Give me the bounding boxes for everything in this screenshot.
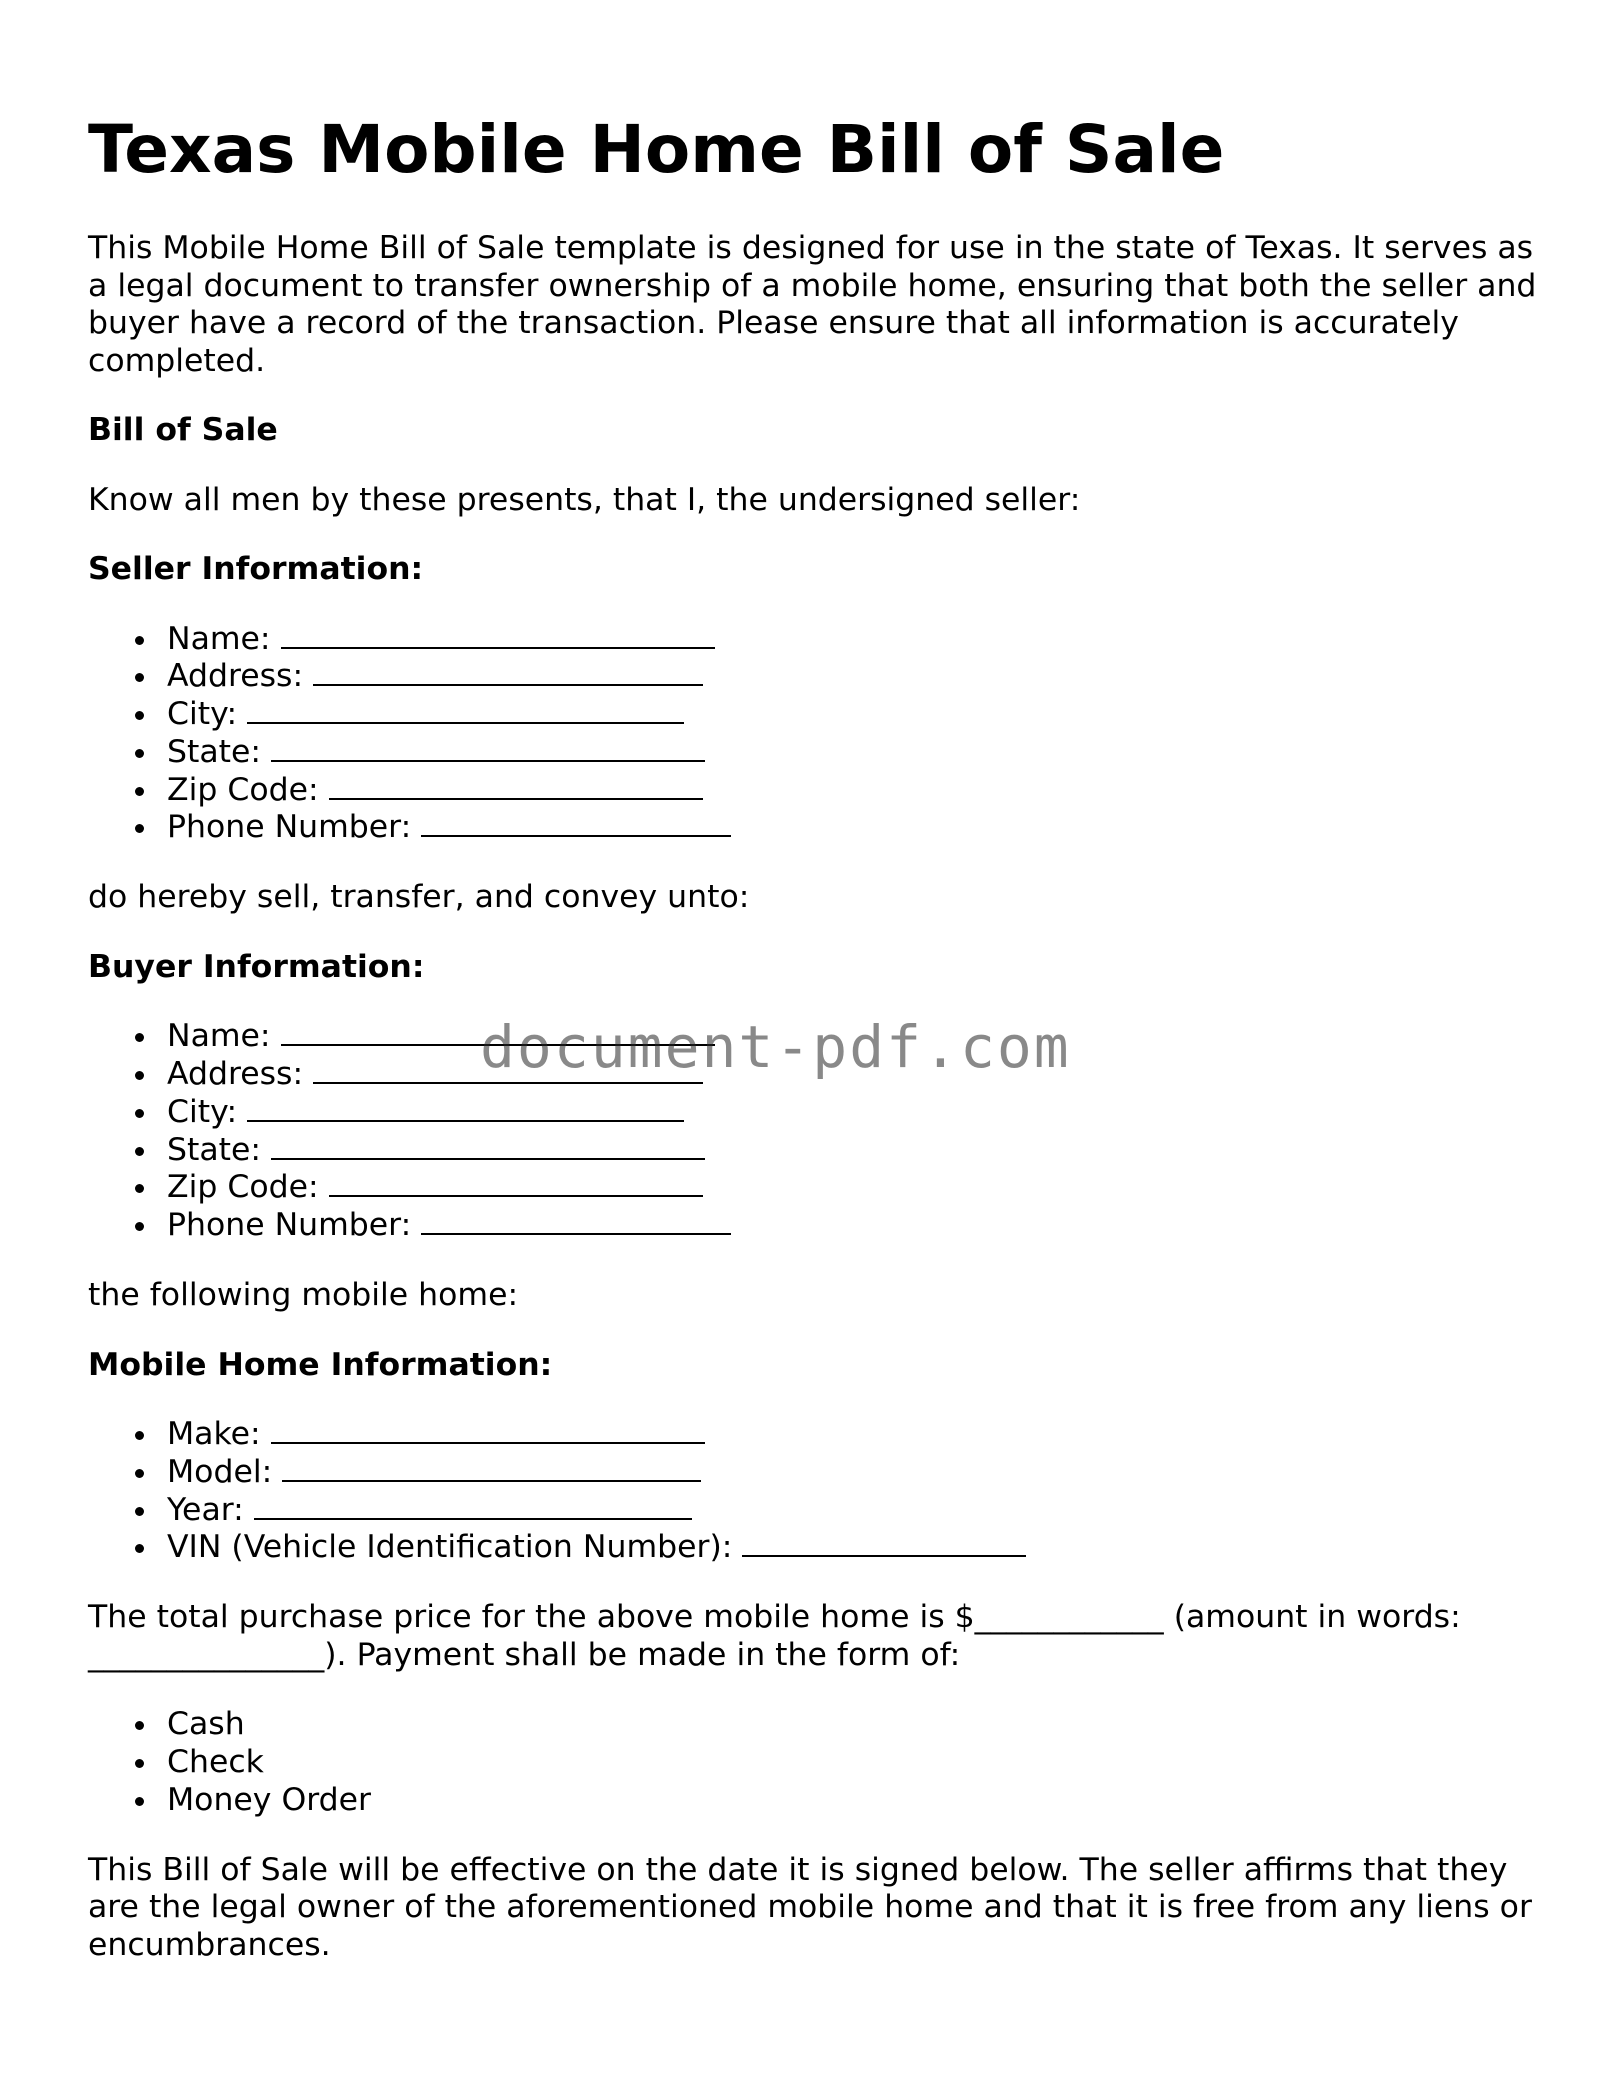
buyer-zip-label: Zip Code: bbox=[167, 1169, 319, 1206]
know-all-statement: Know all men by these presents, that I, the undersigned seller: bbox=[88, 481, 1081, 518]
buyer-state-blank[interactable] bbox=[271, 1157, 705, 1160]
purchase-price-paragraph: The total purchase price for the above mobile home is $____________ (amount in words: _______________). Payment shall be made in the form of: bbox=[88, 1599, 1461, 1673]
year-blank[interactable] bbox=[254, 1517, 692, 1520]
seller-info-heading: Seller Information: bbox=[88, 551, 424, 587]
seller-city-label: City: bbox=[167, 696, 238, 733]
document-title: Texas Mobile Home Bill of Sale bbox=[88, 111, 1225, 188]
buyer-field-list bbox=[88, 1018, 1538, 1245]
buyer-address-item bbox=[88, 1056, 1538, 1094]
convey-statement: do hereby sell, transfer, and convey unto: bbox=[88, 879, 750, 916]
seller-state-label: State: bbox=[167, 733, 261, 770]
document-page bbox=[88, 108, 1538, 1996]
seller-city-item bbox=[88, 696, 1538, 734]
watermark-text: document-pdf.com bbox=[480, 1013, 1071, 1081]
seller-name-label: Name: bbox=[167, 620, 271, 657]
model-blank[interactable] bbox=[282, 1479, 701, 1482]
mobile-home-info-heading: Mobile Home Information: bbox=[88, 1346, 553, 1383]
seller-address-blank[interactable] bbox=[313, 683, 703, 686]
make-item bbox=[88, 1416, 1538, 1454]
buyer-zip-item bbox=[88, 1169, 1538, 1207]
buyer-city-item bbox=[88, 1094, 1538, 1132]
seller-state-item bbox=[88, 734, 1538, 772]
buyer-name-blank[interactable] bbox=[281, 1043, 715, 1046]
buyer-city-label: City: bbox=[167, 1093, 238, 1130]
vin-blank[interactable] bbox=[742, 1554, 1026, 1557]
seller-state-blank[interactable] bbox=[271, 759, 705, 762]
seller-zip-item bbox=[88, 772, 1538, 810]
buyer-phone-label: Phone Number: bbox=[167, 1207, 412, 1244]
seller-address-item bbox=[88, 658, 1538, 696]
seller-name-blank[interactable] bbox=[281, 646, 715, 649]
buyer-state-label: State: bbox=[167, 1131, 261, 1168]
bill-of-sale-heading: Bill of Sale bbox=[88, 412, 278, 448]
model-label: Model: bbox=[167, 1453, 273, 1490]
buyer-address-label: Address: bbox=[167, 1056, 304, 1093]
seller-zip-label: Zip Code: bbox=[167, 771, 319, 808]
make-label: Make: bbox=[167, 1416, 261, 1453]
seller-phone-item bbox=[88, 809, 1538, 847]
payment-option-money-order: Money Order bbox=[88, 1782, 1538, 1820]
seller-city-blank[interactable] bbox=[247, 721, 684, 724]
seller-phone-blank[interactable] bbox=[421, 834, 731, 837]
seller-name-item bbox=[88, 621, 1538, 659]
buyer-name-item bbox=[88, 1018, 1538, 1056]
year-item bbox=[88, 1492, 1538, 1530]
seller-address-label: Address: bbox=[167, 658, 304, 695]
payment-option-check: Check bbox=[88, 1744, 1538, 1782]
seller-zip-blank[interactable] bbox=[329, 797, 703, 800]
buyer-zip-blank[interactable] bbox=[329, 1194, 703, 1197]
mobile-home-field-list bbox=[88, 1416, 1538, 1567]
make-blank[interactable] bbox=[271, 1441, 705, 1444]
buyer-state-item bbox=[88, 1132, 1538, 1170]
buyer-name-label: Name: bbox=[167, 1018, 271, 1055]
vin-label: VIN (Vehicle Identification Number): bbox=[167, 1529, 733, 1566]
year-label: Year: bbox=[167, 1491, 244, 1528]
payment-options-list bbox=[88, 1706, 1538, 1819]
buyer-city-blank[interactable] bbox=[247, 1119, 684, 1122]
model-item bbox=[88, 1454, 1538, 1492]
seller-field-list bbox=[88, 621, 1538, 848]
buyer-phone-blank[interactable] bbox=[421, 1232, 731, 1235]
intro-paragraph: This Mobile Home Bill of Sale template is designed for use in the state of Texas. It serves as a legal document to transfer ownership of a mobile home, ensuring that both the seller and buyer have a record of the transaction. Please ensure that all information is accurately completed. bbox=[88, 230, 1537, 379]
payment-option-cash: Cash bbox=[88, 1706, 1538, 1744]
buyer-info-heading: Buyer Information: bbox=[88, 948, 425, 985]
closing-paragraph: This Bill of Sale will be effective on the date it is signed below. The seller affirms that they are the legal owner of the aforementioned mobile home and that it is free from any liens or encumbrances. bbox=[88, 1851, 1532, 1963]
vin-item bbox=[88, 1529, 1538, 1567]
buyer-address-blank[interactable] bbox=[313, 1081, 703, 1084]
seller-phone-label: Phone Number: bbox=[167, 809, 412, 846]
following-statement: the following mobile home: bbox=[88, 1277, 519, 1314]
buyer-phone-item bbox=[88, 1207, 1538, 1245]
